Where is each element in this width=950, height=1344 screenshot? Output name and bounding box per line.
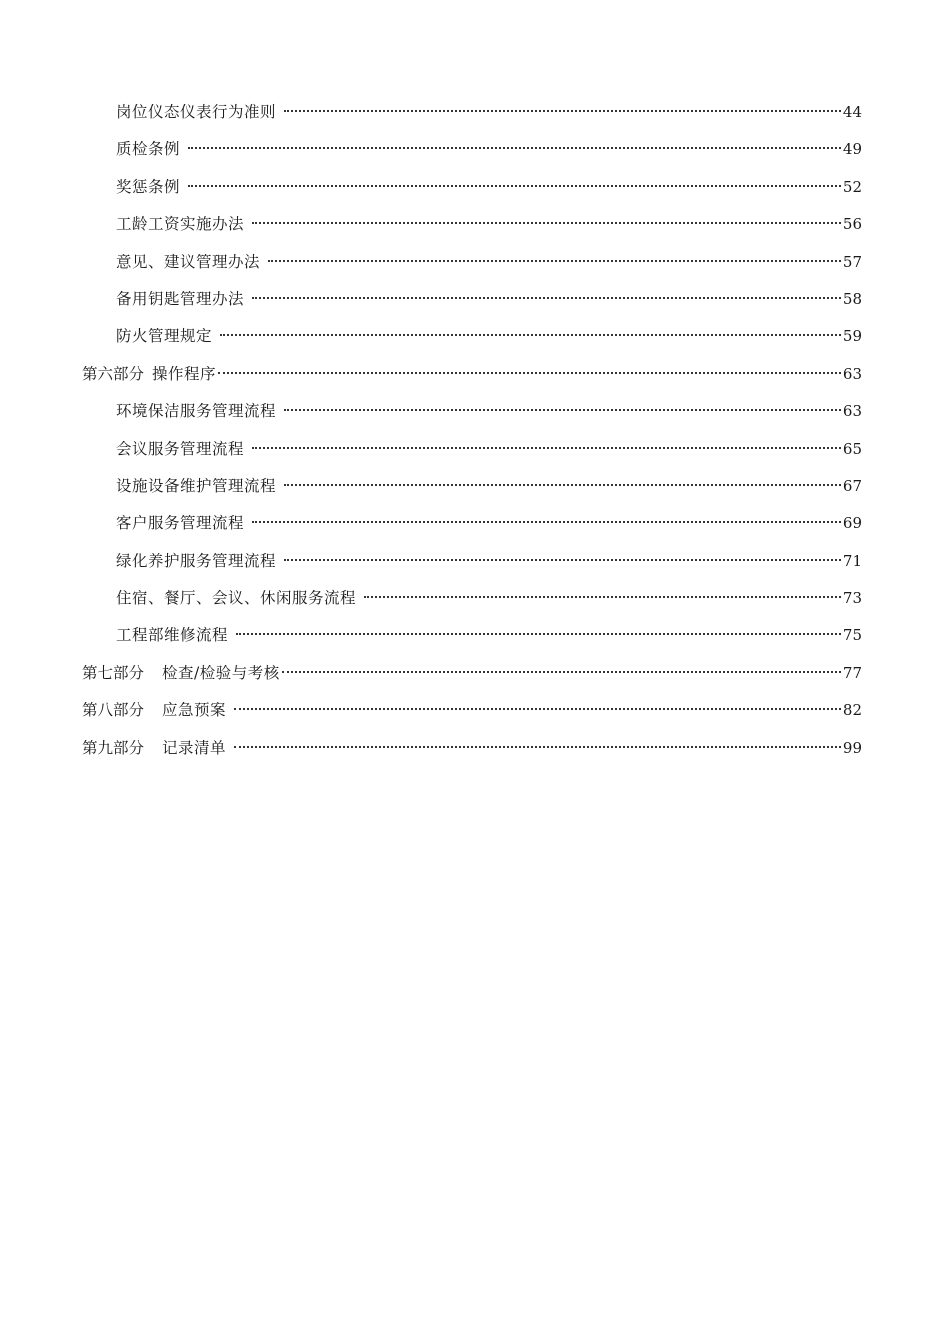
toc-entry-label [82, 734, 226, 762]
toc-entry[interactable] [82, 621, 862, 658]
toc-page-number: 57 [842, 252, 862, 271]
dot-leader [252, 447, 841, 449]
dot-leader [188, 147, 841, 149]
toc-entry-label [116, 285, 244, 313]
toc-page-number: 77 [842, 663, 862, 682]
toc-entry-title: 应急预案 [162, 701, 227, 720]
toc-page-number: 58 [842, 289, 862, 308]
toc-entry-label [116, 98, 276, 126]
toc-entry-title: 意见、建议管理办法 [116, 252, 261, 271]
toc-entry[interactable] [82, 435, 862, 472]
toc-entry-label [82, 659, 280, 687]
toc-entry-label [116, 472, 276, 500]
toc-entry-label [116, 435, 244, 463]
toc-page-number: 82 [842, 701, 862, 720]
toc-part-entry[interactable] [82, 734, 862, 771]
dot-leader [252, 297, 841, 299]
toc-entry[interactable] [82, 472, 862, 509]
toc-entry[interactable] [82, 248, 862, 285]
dot-leader [252, 521, 841, 523]
toc-entry-label [116, 210, 244, 238]
toc-page-number: 75 [842, 626, 862, 645]
toc-page-number: 63 [842, 364, 862, 383]
toc-entry-title: 防火管理规定 [116, 327, 213, 346]
toc-part-entry[interactable] [82, 360, 862, 397]
toc-entry-title: 工程部维修流程 [116, 626, 229, 645]
toc-part-entry[interactable] [82, 659, 862, 696]
toc-part-entry[interactable] [82, 696, 862, 733]
table-of-contents [82, 98, 862, 771]
toc-page-number: 44 [842, 103, 862, 121]
toc-entry-title: 奖惩条例 [116, 177, 181, 196]
dot-leader [284, 110, 841, 112]
dot-leader [284, 409, 841, 411]
toc-entry-title: 环境保洁服务管理流程 [116, 402, 277, 421]
toc-entry-title: 客户服务管理流程 [116, 514, 245, 533]
dot-leader [234, 708, 841, 710]
toc-page-number: 71 [842, 551, 862, 570]
toc-part-number: 第七部分 [82, 663, 145, 682]
toc-entry-label [82, 360, 216, 388]
dot-leader [188, 185, 841, 187]
toc-entry-title: 质检条例 [116, 140, 181, 159]
dot-leader [284, 559, 841, 561]
toc-entry-title: 操作程序 [152, 364, 217, 383]
dot-leader [220, 334, 841, 336]
toc-entry[interactable] [82, 322, 862, 359]
dot-leader [284, 484, 841, 486]
toc-entry-label [116, 322, 212, 350]
toc-page-number: 49 [842, 140, 862, 159]
toc-entry-label [116, 509, 244, 537]
dot-leader [218, 372, 841, 374]
toc-page-number: 73 [842, 589, 862, 608]
toc-entry-label [116, 621, 228, 649]
toc-entry[interactable] [82, 285, 862, 322]
toc-entry-title: 会议服务管理流程 [116, 439, 245, 458]
toc-part-number: 第九部分 [82, 738, 145, 757]
dot-leader [282, 671, 841, 673]
toc-entry-title: 检查/检验与考核 [162, 663, 280, 682]
toc-entry[interactable] [82, 210, 862, 247]
toc-page-number: 67 [842, 476, 862, 495]
toc-entry[interactable] [82, 397, 862, 434]
toc-entry-label [116, 397, 276, 425]
dot-leader [268, 260, 841, 262]
toc-page-number: 52 [842, 177, 862, 196]
toc-page-number: 59 [842, 327, 862, 346]
toc-page-number: 99 [842, 738, 862, 757]
toc-entry-label [116, 584, 356, 612]
toc-entry[interactable] [82, 547, 862, 584]
toc-entry-label [82, 696, 226, 724]
toc-entry-title: 记录清单 [162, 738, 227, 757]
toc-entry-label [116, 547, 276, 575]
toc-entry-title: 住宿、餐厅、会议、休闲服务流程 [116, 589, 357, 608]
toc-entry[interactable] [82, 584, 862, 621]
toc-entry-title: 工龄工资实施办法 [116, 215, 245, 234]
toc-page-number: 65 [842, 439, 862, 458]
toc-entry-title: 岗位仪态仪表行为准则 [116, 103, 277, 121]
toc-entry[interactable] [82, 509, 862, 546]
toc-entry-label [116, 173, 180, 201]
toc-entry[interactable] [82, 98, 862, 135]
dot-leader [236, 633, 841, 635]
toc-entry[interactable] [82, 135, 862, 172]
toc-part-number: 第六部分 [82, 364, 145, 383]
toc-part-number: 第八部分 [82, 701, 145, 720]
toc-page-number: 69 [842, 514, 862, 533]
toc-entry-label [116, 248, 260, 276]
toc-page-number: 63 [842, 402, 862, 421]
toc-entry-title: 绿化养护服务管理流程 [116, 551, 277, 570]
toc-entry-label [116, 135, 180, 163]
toc-entry-title: 备用钥匙管理办法 [116, 289, 245, 308]
toc-entry[interactable] [82, 173, 862, 210]
dot-leader [234, 746, 841, 748]
dot-leader [364, 596, 841, 598]
toc-page-number: 56 [842, 215, 862, 234]
dot-leader [252, 222, 841, 224]
toc-entry-title: 设施设备维护管理流程 [116, 476, 277, 495]
